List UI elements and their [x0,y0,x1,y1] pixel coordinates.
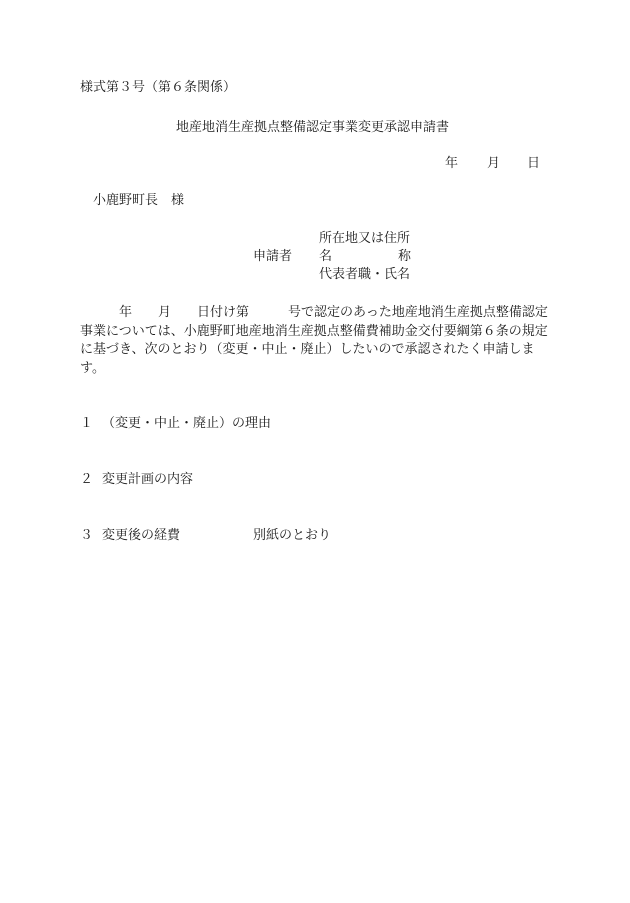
item-3-number: ３ [80,528,94,543]
item-2 [80,472,193,488]
body-month: 月 [158,305,172,320]
item-3-note: 別紙のとおり [253,528,332,543]
item-1-text: （変更・中止・廃止）の理由 [102,416,272,431]
name-field-label-part2: 称 [398,249,412,264]
body-paragraph [80,304,555,378]
date-month-label: 月 [487,156,501,171]
body-day-prefix: 日付け第 [197,305,250,320]
body-text: 号で認定のあった地産地消生産拠点整備認定事業については、小鹿野町地産地消生産拠点整備費補助金交付要綱第６条の規定に基づき、次のとおり（変更・中止・廃止）したいので承認されたく申請します。 [80,305,548,376]
form-number: 様式第３号（第６条関係） [80,80,237,95]
body-year: 年 [119,305,133,320]
item-1 [80,416,271,432]
representative-field-label: 代表者職・氏名 [319,267,411,282]
item-2-text: 変更計画の内容 [102,472,194,487]
document-title: 地産地消生産拠点整備認定事業変更承認申請書 [176,120,450,135]
item-2-number: ２ [80,472,94,487]
date-year-label: 年 [445,156,459,171]
name-field-label-part1: 名 [319,249,333,264]
applicant-label: 申請者 [253,249,293,264]
item-1-number: １ [80,416,94,431]
addressee: 小鹿野町長 様 [93,193,185,208]
item-3 [80,528,180,544]
date-day-label: 日 [527,156,541,171]
item-3-text: 変更後の経費 [102,528,181,543]
address-field-label: 所在地又は住所 [319,231,411,246]
